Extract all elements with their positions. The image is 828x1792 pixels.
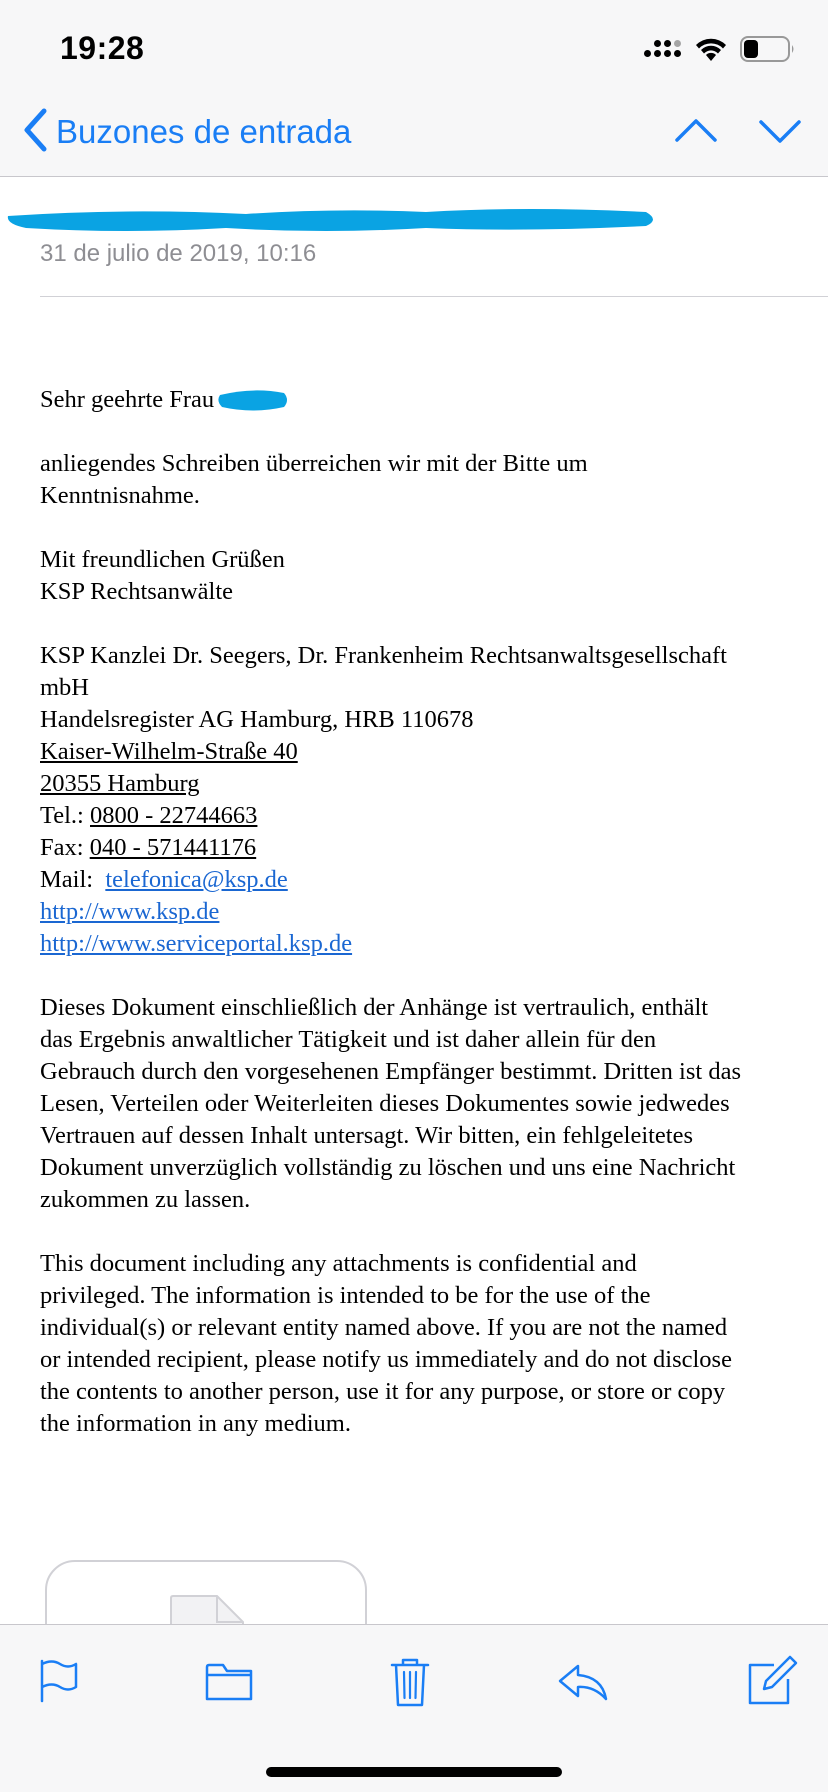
compose-icon bbox=[744, 1653, 800, 1709]
email-link[interactable]: telefonica@ksp.de bbox=[105, 866, 288, 893]
disclaimer-line: zukommen zu lassen. bbox=[40, 1186, 251, 1213]
disclaimer-english bbox=[40, 1248, 800, 1440]
flag-button[interactable] bbox=[28, 1653, 84, 1709]
tel-number-link[interactable]: 0800 - 22744663 bbox=[90, 802, 258, 829]
chevron-left-icon bbox=[22, 108, 48, 157]
intro-paragraph bbox=[40, 448, 800, 512]
disclaimer-line: the information in any medium. bbox=[40, 1410, 351, 1437]
email-date: 31 de julio de 2019, 10:16 bbox=[40, 240, 317, 267]
disclaimer-line: Dokument unverzüglich vollständig zu löschen und uns eine Nachricht bbox=[40, 1154, 736, 1181]
back-to-mailboxes-button[interactable] bbox=[22, 110, 351, 154]
next-message-button[interactable] bbox=[756, 106, 804, 154]
recipient-name-redaction bbox=[218, 387, 288, 413]
fax-row bbox=[40, 832, 800, 864]
email-body bbox=[40, 384, 800, 1472]
chevron-down-icon bbox=[756, 106, 804, 154]
signal-icon bbox=[644, 37, 682, 61]
register-info: Handelsregister AG Hamburg, HRB 110678 bbox=[40, 706, 474, 733]
website-link[interactable]: http://www.ksp.de bbox=[40, 898, 220, 925]
tel-label: Tel.: bbox=[40, 802, 90, 829]
battery-icon bbox=[740, 36, 796, 62]
status-time: 19:28 bbox=[60, 30, 145, 66]
disclaimer-line: Lesen, Verteilen oder Weiterleiten dieses Dokumentes sowie jedwedes bbox=[40, 1090, 730, 1117]
bottom-toolbar bbox=[0, 1624, 828, 1792]
company-name-suffix: mbH bbox=[40, 674, 89, 701]
mail-label: Mail: bbox=[40, 866, 106, 893]
intro-line: Kenntnisnahme. bbox=[40, 482, 200, 509]
disclaimer-line: Gebrauch durch den vorgesehenen Empfänger bestimmt. Dritten ist das bbox=[40, 1058, 741, 1085]
disclaimer-line: Vertrauen auf dessen Inhalt untersagt. Wir bitten, ein fehlgeleitetes bbox=[40, 1122, 694, 1149]
header-divider bbox=[40, 296, 828, 297]
closing-paragraph bbox=[40, 544, 800, 608]
disclaimer-line: individual(s) or relevant entity named above. If you are not the named bbox=[40, 1314, 728, 1341]
move-to-folder-button[interactable] bbox=[201, 1653, 257, 1709]
sender-redaction bbox=[6, 204, 660, 236]
wifi-icon bbox=[694, 36, 728, 62]
disclaimer-line: das Ergebnis anwaltlicher Tätigkeit und ist daher allein für den bbox=[40, 1026, 657, 1053]
greeting-paragraph bbox=[40, 384, 800, 416]
compose-button[interactable] bbox=[744, 1653, 800, 1709]
mail-row bbox=[40, 864, 800, 896]
disclaimer-line: This document including any attachments is confidential and bbox=[40, 1250, 637, 1277]
navigation-bar bbox=[0, 100, 828, 177]
disclaimer-line: Dieses Dokument einschließlich der Anhänge ist vertraulich, enthält bbox=[40, 994, 709, 1021]
service-portal-link[interactable]: http://www.serviceportal.ksp.de bbox=[40, 930, 353, 957]
reply-icon bbox=[554, 1653, 610, 1709]
closing-line: KSP Rechtsanwälte bbox=[40, 578, 234, 605]
disclaimer-line: or intended recipient, please notify us immediately and do not disclose bbox=[40, 1346, 732, 1373]
fax-label: Fax: bbox=[40, 834, 90, 861]
closing-line: Mit freundlichen Grüßen bbox=[40, 546, 285, 573]
reply-button[interactable] bbox=[554, 1653, 610, 1709]
intro-line: anliegendes Schreiben überreichen wir mit der Bitte um bbox=[40, 450, 588, 477]
status-icons bbox=[644, 34, 796, 64]
trash-icon bbox=[382, 1653, 438, 1709]
disclaimer-german bbox=[40, 992, 800, 1216]
company-name: KSP Kanzlei Dr. Seegers, Dr. Frankenheim Rechtsanwaltsgesellschaft bbox=[40, 642, 727, 669]
folder-icon bbox=[201, 1653, 257, 1709]
disclaimer-line: privileged. The information is intended to be for the use of the bbox=[40, 1282, 651, 1309]
chevron-up-icon bbox=[672, 106, 720, 154]
previous-message-button[interactable] bbox=[672, 106, 720, 154]
status-bar bbox=[0, 0, 828, 100]
flag-icon bbox=[28, 1653, 84, 1709]
back-label: Buzones de entrada bbox=[56, 113, 352, 150]
message-navigation bbox=[672, 106, 804, 154]
street-address-link[interactable]: Kaiser-Wilhelm-Straße 40 bbox=[40, 738, 298, 765]
disclaimer-line: the contents to another person, use it for any purpose, or store or copy bbox=[40, 1378, 726, 1405]
delete-button[interactable] bbox=[382, 1653, 438, 1709]
home-indicator[interactable] bbox=[266, 1767, 562, 1777]
signature-block bbox=[40, 640, 800, 960]
fax-number-link[interactable]: 040 - 571441176 bbox=[89, 834, 257, 861]
city-address-link[interactable]: 20355 Hamburg bbox=[40, 770, 200, 797]
tel-row bbox=[40, 800, 800, 832]
greeting: Sehr geehrte Frau bbox=[40, 386, 215, 413]
